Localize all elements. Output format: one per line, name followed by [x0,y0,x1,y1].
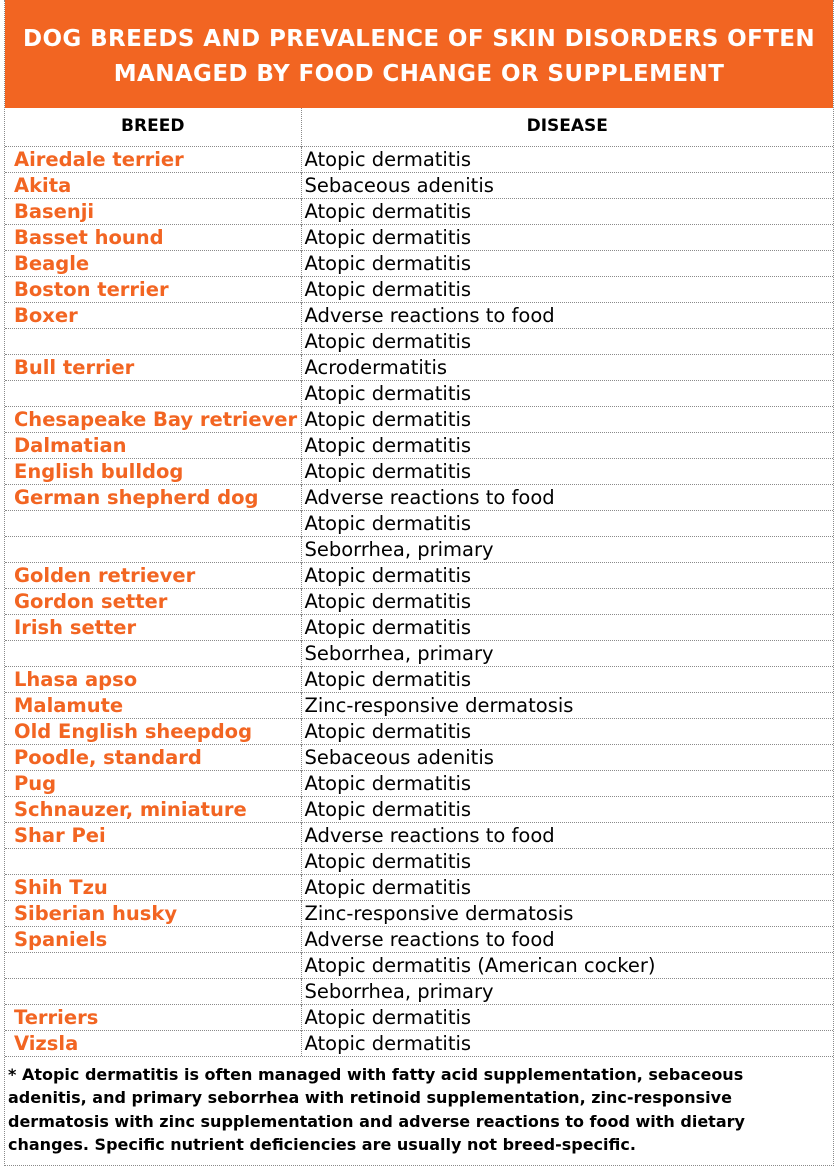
table-row [5,900,833,926]
document-page [4,0,834,1166]
breed-cell: Vizsla [5,1030,301,1056]
disease-cell: Zinc-responsive dermatosis [301,900,833,926]
table-row [5,978,833,1004]
table-body [5,146,833,1056]
disease-cell: Seborrhea, primary [301,536,833,562]
breed-cell: Bull terrier [5,354,301,380]
breed-cell [5,380,301,406]
breed-cell [5,328,301,354]
table-row [5,250,833,276]
column-header-breed: BREED [5,108,301,146]
disease-cell: Sebaceous adenitis [301,172,833,198]
breed-cell [5,952,301,978]
table-row [5,718,833,744]
table-row [5,432,833,458]
disease-cell: Seborrhea, primary [301,640,833,666]
table-row [5,536,833,562]
breed-cell: Dalmatian [5,432,301,458]
breed-cell: Basset hound [5,224,301,250]
disease-cell: Zinc-responsive dermatosis [301,692,833,718]
disease-cell: Atopic dermatitis [301,874,833,900]
table-row [5,406,833,432]
breed-cell: Boxer [5,302,301,328]
breed-cell: Siberian husky [5,900,301,926]
table-row [5,822,833,848]
breed-cell: Terriers [5,1004,301,1030]
disease-cell: Adverse reactions to food [301,484,833,510]
disease-cell: Atopic dermatitis [301,406,833,432]
table-row [5,276,833,302]
breed-cell [5,510,301,536]
disease-cell: Atopic dermatitis (American cocker) [301,952,833,978]
table-row [5,640,833,666]
breed-cell: English bulldog [5,458,301,484]
breed-cell: Airedale terrier [5,146,301,172]
breed-cell: Lhasa apso [5,666,301,692]
table-row [5,1030,833,1056]
table-row [5,354,833,380]
disease-cell: Atopic dermatitis [301,796,833,822]
table-row [5,380,833,406]
breed-cell: Poodle, standard [5,744,301,770]
disease-cell: Atopic dermatitis [301,614,833,640]
column-header-disease: DISEASE [526,116,608,137]
disease-cell: Adverse reactions to food [301,302,833,328]
table-row [5,146,833,172]
disease-cell: Atopic dermatitis [301,770,833,796]
breed-cell: Pug [5,770,301,796]
disease-cell: Atopic dermatitis [301,1004,833,1030]
disease-cell: Atopic dermatitis [301,146,833,172]
title-line-2: MANAGED BY FOOD CHANGE OR SUPPLEMENT [113,61,725,87]
disease-cell: Atopic dermatitis [301,562,833,588]
table-header-row [5,108,833,146]
disease-cell: Atopic dermatitis [301,1030,833,1056]
disease-cell: Atopic dermatitis [301,380,833,406]
disease-cell: Atopic dermatitis [301,276,833,302]
table-row [5,224,833,250]
table-row [5,796,833,822]
disease-cell: Atopic dermatitis [301,250,833,276]
disease-cell: Atopic dermatitis [301,458,833,484]
disease-cell: Atopic dermatitis [301,510,833,536]
breed-cell: Chesapeake Bay retriever [5,406,301,432]
breed-cell [5,848,301,874]
disease-cell: Atopic dermatitis [301,666,833,692]
table-row [5,588,833,614]
disease-cell: Atopic dermatitis [301,328,833,354]
breed-cell: Schnauzer, miniature [5,796,301,822]
breed-cell: Basenji [5,198,301,224]
disease-cell: Seborrhea, primary [301,978,833,1004]
table-row [5,302,833,328]
table-row [5,666,833,692]
table-row [5,952,833,978]
disease-cell: Acrodermatitis [301,354,833,380]
breed-cell: Gordon setter [5,588,301,614]
title-line-1: DOG BREEDS AND PREVALENCE OF SKIN DISORDERS OFTEN [22,26,816,52]
breed-cell [5,978,301,1004]
table-row [5,562,833,588]
disease-cell: Adverse reactions to food [301,822,833,848]
breed-disease-table [5,108,833,1056]
table-row [5,770,833,796]
disease-cell: Sebaceous adenitis [301,744,833,770]
breed-cell: Shar Pei [5,822,301,848]
disease-cell: Atopic dermatitis [301,432,833,458]
table-row [5,172,833,198]
disease-cell: Atopic dermatitis [301,718,833,744]
table-row [5,484,833,510]
table-row [5,926,833,952]
breed-cell: Malamute [5,692,301,718]
breed-cell: Shih Tzu [5,874,301,900]
table-row [5,744,833,770]
breed-cell: Golden retriever [5,562,301,588]
table-row [5,692,833,718]
breed-cell [5,536,301,562]
breed-cell: Old English sheepdog [5,718,301,744]
disease-cell: Atopic dermatitis [301,588,833,614]
disease-cell: Adverse reactions to food [301,926,833,952]
footnote: * Atopic dermatitis is often managed with fatty acid supplementation, sebaceous adenitis, and primary seborrhea with retinoid supplementation, zinc-responsive dermatosis with zinc supplementation and adverse reactions to food with dietary changes. Specific nutrient deficiencies are usually not breed-specific. [5,1056,833,1165]
breed-cell: Irish setter [5,614,301,640]
breed-cell [5,640,301,666]
table-row [5,510,833,536]
table-row [5,458,833,484]
disease-cell: Atopic dermatitis [301,224,833,250]
disease-cell: Atopic dermatitis [301,198,833,224]
table-row [5,328,833,354]
breed-cell: Akita [5,172,301,198]
breed-cell: German shepherd dog [5,484,301,510]
disease-cell: Atopic dermatitis [301,848,833,874]
table-row [5,614,833,640]
table-row [5,198,833,224]
table-row [5,1004,833,1030]
table-row [5,874,833,900]
title-banner [5,0,833,108]
breed-cell: Spaniels [5,926,301,952]
breed-cell: Beagle [5,250,301,276]
table-row [5,848,833,874]
breed-cell: Boston terrier [5,276,301,302]
